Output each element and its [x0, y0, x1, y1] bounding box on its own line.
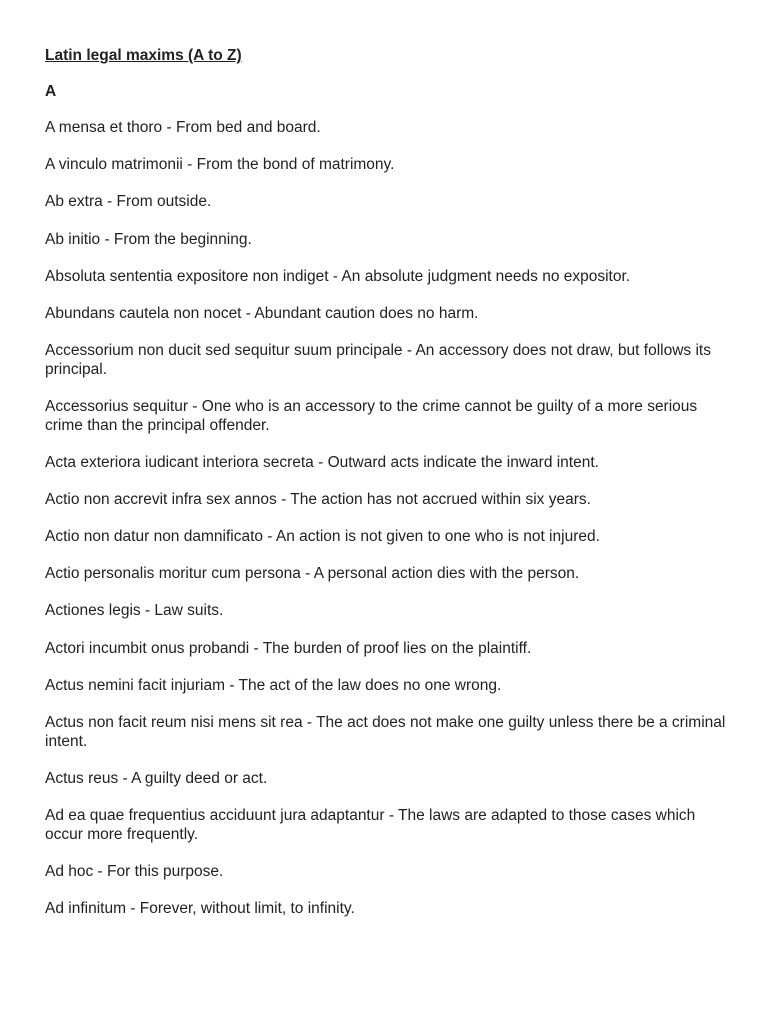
maxim-entry: Ad hoc - For this purpose.: [45, 862, 224, 880]
maxim-entry: Ab initio - From the beginning.: [45, 230, 252, 248]
maxim-entry: Absoluta sententia expositore non indiget - An absolute judgment needs no expositor.: [45, 267, 631, 285]
maxim-entry: Accessorium non ducit sed sequitur suum principale - An accessory does not draw, but follows its principal.: [45, 342, 711, 378]
maxim-entry: Ad infinitum - Forever, without limit, to infinity.: [45, 899, 355, 917]
maxim-entry: A vinculo matrimonii - From the bond of matrimony.: [45, 156, 395, 174]
maxim-entry: Accessorius sequitur - One who is an accessory to the crime cannot be guilty of a more serious crime than the principal offender.: [45, 397, 698, 434]
maxim-entry: Actus reus - A guilty deed or act.: [45, 769, 268, 787]
maxim-entry: Actio personalis moritur cum persona - A personal action dies with the person.: [45, 565, 580, 583]
document-title: Latin legal maxims (A to Z): [45, 47, 242, 64]
maxim-entry: Ab extra - From outside.: [45, 193, 212, 211]
maxim-entry: Ad ea quae frequentius acciduunt jura adaptantur - The laws are adapted to those cases which occur more frequently.: [45, 806, 696, 843]
maxim-entry: Abundans cautela non nocet - Abundant caution does no harm.: [45, 304, 479, 322]
maxim-entry: Acta exteriora iudicant interiora secreta - Outward acts indicate the inward intent.: [45, 453, 599, 471]
maxim-entry: A mensa et thoro - From bed and board.: [45, 119, 321, 136]
maxim-entry: Actiones legis - Law suits.: [45, 602, 224, 620]
maxim-entry: Actori incumbit onus probandi - The burden of proof lies on the plaintiff.: [45, 639, 532, 657]
maxim-entry: Actus nemini facit injuriam - The act of the law does no one wrong.: [45, 676, 502, 694]
maxim-entry: Actus non facit reum nisi mens sit rea - The act does not make one guilty unless there be a criminal intent.: [45, 714, 726, 750]
document-page: [45, 46, 735, 937]
maxim-entry: Actio non datur non damnificato - An action is not given to one who is not injured.: [45, 528, 600, 546]
section-heading-a: A: [45, 83, 57, 100]
maxim-entry: Actio non accrevit infra sex annos - The action has not accrued within six years.: [45, 490, 591, 508]
